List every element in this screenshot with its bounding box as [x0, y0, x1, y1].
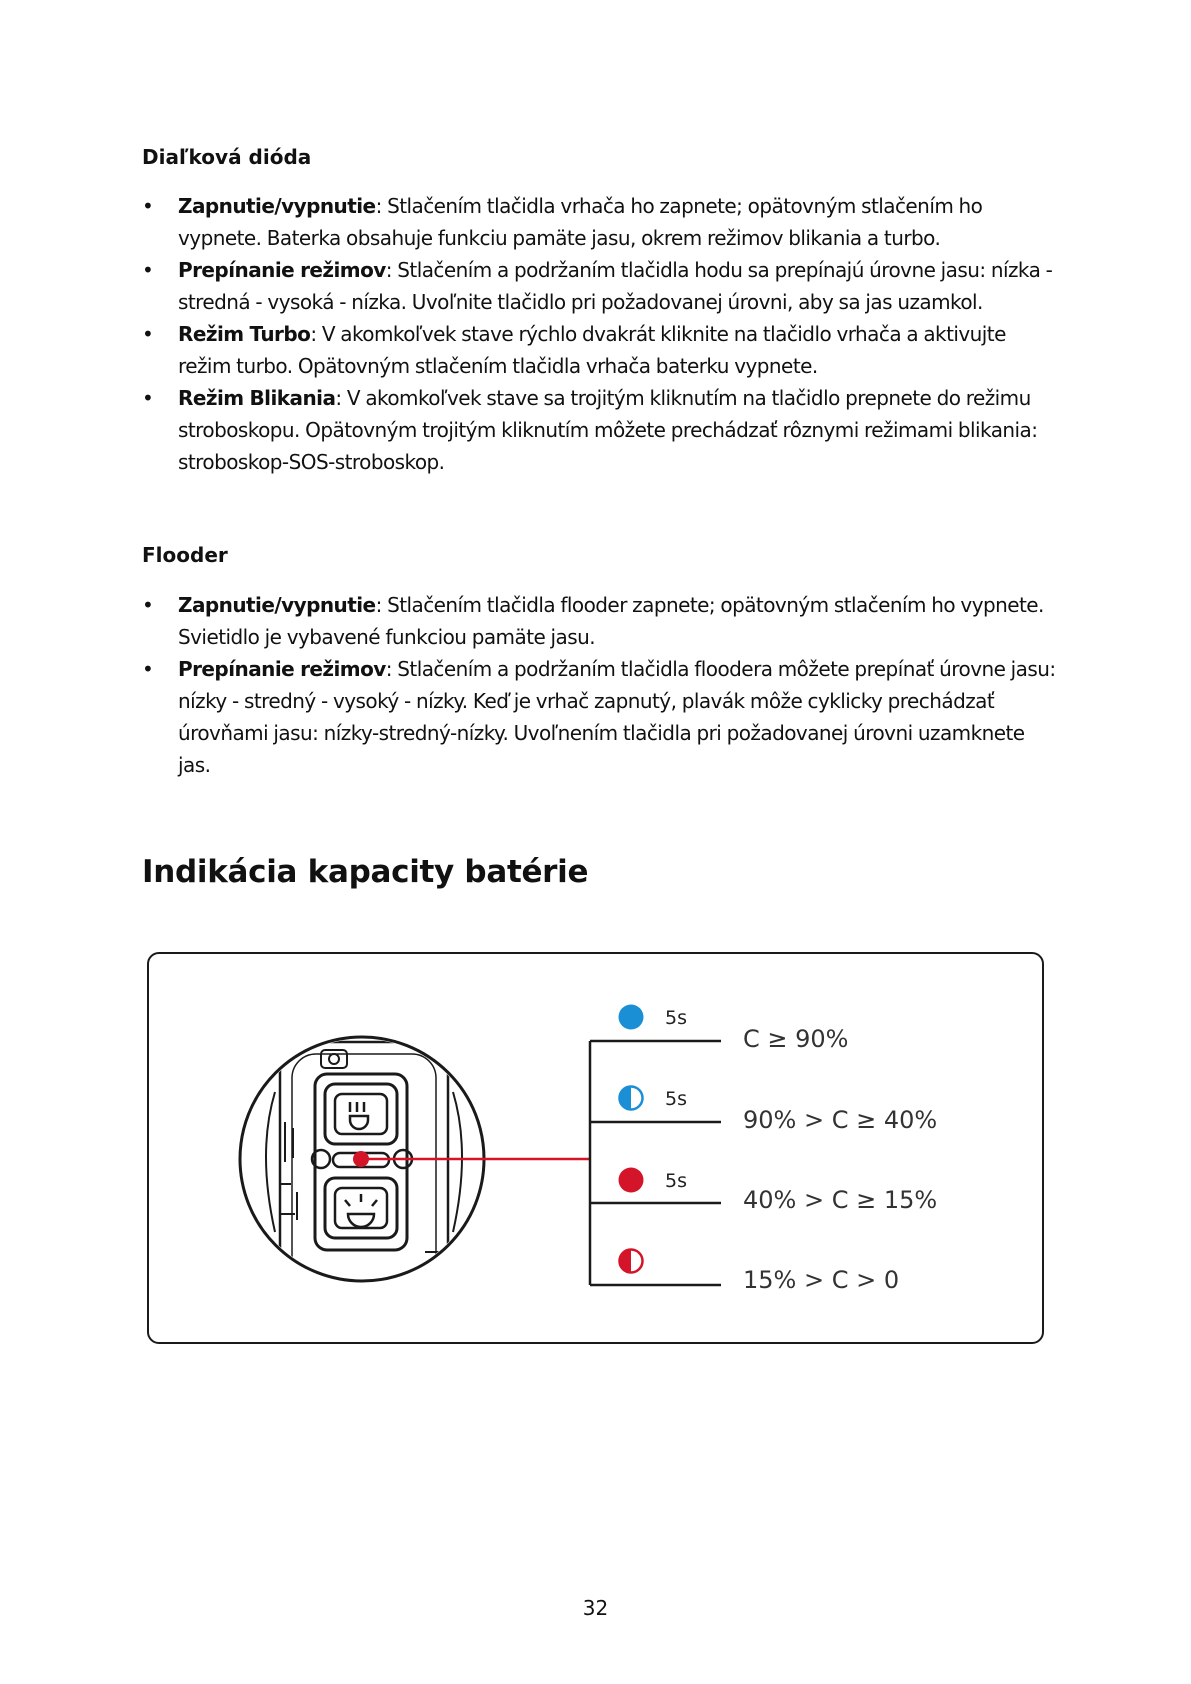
item-term: Režim Blikania	[178, 386, 336, 410]
battery-heading: Indikácia kapacity batérie	[142, 854, 589, 890]
item-term: Prepínanie režimov	[178, 258, 386, 282]
led-solid-blue-icon	[619, 1005, 644, 1030]
item-text: : V akomkoľvek stave sa trojitým kliknutím na tlačidlo prepnete do režimu stroboskopu. Opätovným trojitým kliknutím môžete prechádzať rôznymi režimami blikania: stroboskop-SOS-stroboskop.	[178, 386, 1038, 474]
page-number: 32	[582, 1596, 609, 1620]
capacity-condition: C ≥ 90%	[743, 1025, 849, 1053]
duration-label: 5s	[665, 1007, 687, 1029]
list-item	[142, 190, 1062, 254]
list-item	[142, 653, 1062, 781]
list-item	[142, 318, 1062, 382]
capacity-condition: 90% > C ≥ 40%	[743, 1106, 938, 1134]
list-item	[142, 382, 1062, 478]
led-half-blue-icon	[620, 1087, 643, 1110]
flooder-list	[142, 589, 1062, 781]
remote-diode-list	[142, 190, 1062, 478]
led-half-red-icon	[620, 1250, 643, 1273]
section-heading-remote-diode: Diaľková dióda	[142, 145, 312, 169]
item-term: Zapnutie/vypnutie	[178, 593, 376, 617]
duration-label: 5s	[665, 1088, 687, 1110]
capacity-condition: 15% > C > 0	[743, 1266, 900, 1294]
item-text: : Stlačením a podržaním tlačidla floodera môžete prepínať úrovne jasu: nízky - stredný - vysoký - nízky. Keď je vrhač zapnutý, plavák môže cyklicky prechádzať úrovňami jasu: nízky-stredný-nízky. Uvoľnením tlačidla pri požadovanej úrovni uzamknete jas.	[178, 657, 1056, 777]
item-text: : Stlačením tlačidla vrhača ho zapnete; opätovným stlačením ho vypnete. Baterka obsahuje funkciu pamäte jasu, okrem režimov blikania a turbo.	[178, 194, 983, 250]
section-heading-flooder: Flooder	[142, 543, 228, 567]
led-solid-red-icon	[619, 1168, 644, 1193]
duration-label: 5s	[665, 1170, 687, 1192]
list-item	[142, 589, 1062, 653]
item-text: : Stlačením tlačidla flooder zapnete; opätovným stlačením ho vypnete. Svietidlo je vybavené funkciou pamäte jasu.	[178, 593, 1044, 649]
flashlight-closeup-illustration	[240, 1037, 484, 1302]
battery-diagram	[147, 952, 1044, 1344]
item-term: Zapnutie/vypnutie	[178, 194, 376, 218]
item-term: Režim Turbo	[178, 322, 311, 346]
item-text: : Stlačením a podržaním tlačidla hodu sa prepínajú úrovne jasu: nízka - stredná - vysoká - nízka. Uvoľnite tlačidlo pri požadovanej úrovni, aby sa jas uzamkol.	[178, 258, 1053, 314]
item-term: Prepínanie režimov	[178, 657, 386, 681]
list-item	[142, 254, 1062, 318]
capacity-condition: 40% > C ≥ 15%	[743, 1186, 938, 1214]
item-text: : V akomkoľvek stave rýchlo dvakrát kliknite na tlačidlo vrhača a aktivujte režim turbo. Opätovným stlačením tlačidla vrhača baterku vypnete.	[178, 322, 1006, 378]
